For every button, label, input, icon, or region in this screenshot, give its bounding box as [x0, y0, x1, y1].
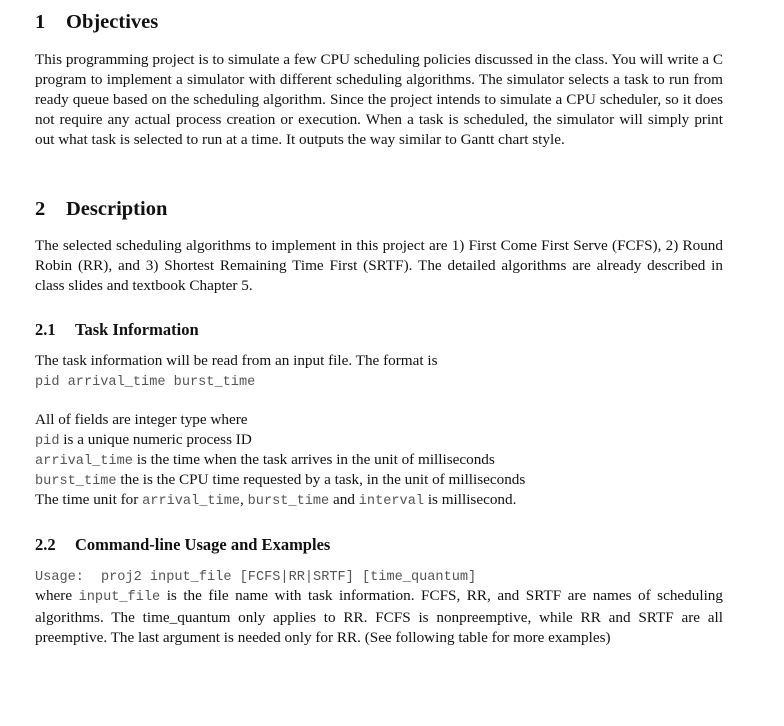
- time-unit-term-burst: burst_time: [247, 494, 330, 509]
- subsection-heading-command-line: [35, 535, 723, 555]
- section-heading-objectives: [35, 10, 723, 34]
- time-unit-term-arrival: arrival_time: [142, 494, 241, 509]
- field-desc-pid: is a unique numeric process ID: [59, 431, 252, 448]
- section-title: Description: [66, 198, 168, 220]
- task-format-line: [35, 371, 723, 393]
- subsection-title: Task Information: [75, 320, 199, 339]
- time-unit-sep: ,: [240, 491, 248, 508]
- subsection-number: 2.2: [35, 535, 56, 554]
- usage-label: Usage:: [35, 570, 84, 585]
- usage-line: [35, 566, 723, 588]
- task-format-code: pid arrival_time burst_time: [35, 375, 256, 390]
- section-title: Objectives: [66, 11, 159, 33]
- field-burst-line: [35, 470, 723, 492]
- time-unit-term-interval: interval: [358, 494, 425, 509]
- time-unit-sep: and: [329, 491, 359, 508]
- fields-intro: All of fields are integer type where: [35, 411, 248, 428]
- subsection-title: Command-line Usage and Examples: [75, 535, 331, 554]
- field-term-arrival: arrival_time: [35, 454, 133, 469]
- subsection-number: 2.1: [35, 320, 56, 339]
- time-unit-line: [35, 490, 723, 512]
- command-line-paragraph: [35, 586, 723, 648]
- time-unit-suffix: is millisecond.: [424, 491, 517, 508]
- where-term-input-file: input_file: [78, 590, 161, 605]
- objectives-paragraph: This programming project is to simulate a few CPU scheduling policies discussed in the class. You will write a C program to implement a simulator with different scheduling algorithms. The simulator selects a task to run from ready queue based on the scheduling algorithm. Since the project intends to simulate a CPU scheduler, so it does not require any actual process creation or execution. When a task is scheduled, the simulator will simply print out what task is selected to run at a time. It outputs the way similar to Gantt chart style.: [35, 51, 723, 148]
- task-info-intro: The task information will be read from an input file. The format is: [35, 352, 438, 369]
- field-arrival-line: [35, 450, 723, 472]
- where-rest: is the file name with task information. FCFS, RR, and SRTF are names of scheduling algorithms. The time_quantum only applies to RR. FCFS is nonpreemptive, while RR and SRTF are all preemptive. The last argument is needed only for RR. (See following table for more examples): [35, 587, 723, 646]
- field-desc-arrival: is the time when the task arrives in the unit of milliseconds: [132, 451, 495, 468]
- where-prefix: where: [35, 587, 79, 604]
- field-pid-line: [35, 430, 723, 452]
- field-term-burst: burst_time: [35, 474, 117, 489]
- description-paragraph: The selected scheduling algorithms to implement in this project are 1) First Come First Serve (FCFS), 2) Round Robin (RR), and 3) Shortest Remaining Time First (SRTF). The detailed algorithms are already described in class slides and textbook Chapter 5.: [35, 237, 723, 294]
- subsection-heading-task-information: [35, 320, 723, 340]
- field-term-pid: pid: [35, 434, 60, 449]
- section-number: 1: [35, 11, 46, 33]
- field-desc-burst: the is the CPU time requested by a task, in the unit of milliseconds: [116, 471, 526, 488]
- usage-command: proj2 input_file [FCFS|RR|SRTF] [time_quantum]: [100, 570, 477, 585]
- section-number: 2: [35, 198, 46, 220]
- time-unit-prefix: The time unit for: [35, 491, 143, 508]
- section-heading-description: [35, 197, 723, 221]
